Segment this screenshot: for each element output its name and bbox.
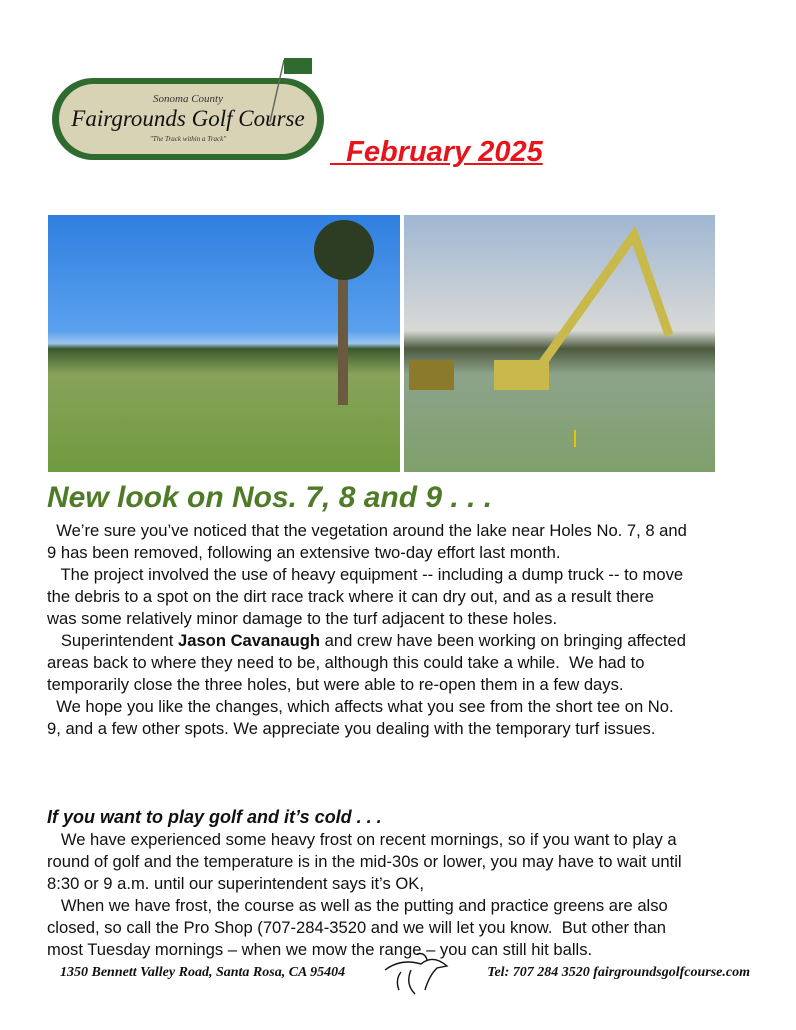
text-segment: and crew have been working on bringing affected	[320, 631, 686, 650]
text-line: When we have frost, the course as well as the putting and practice greens are also	[47, 896, 668, 915]
text-line: 9, and a few other spots. We appreciate you dealing with the temporary turf issues.	[47, 719, 656, 738]
fairgrounds-logo	[48, 52, 332, 164]
horse-jockey-icon	[381, 950, 451, 996]
text-line: the debris to a spot on the dirt race track where it can dry out, and as a result there	[47, 587, 654, 606]
footer	[60, 950, 750, 996]
text-line: most Tuesday mornings – when we mow the range – you can still hit balls.	[47, 940, 593, 959]
article-title: If you want to play golf and it’s cold . . .	[47, 807, 382, 827]
text-line: We’re sure you’ve noticed that the vegetation around the lake near Holes No. 7, 8 and	[47, 521, 687, 540]
text-line: The project involved the use of heavy equipment -- including a dump truck -- to move	[47, 565, 684, 584]
text-line: closed, so call the Pro Shop (707-284-3520 and we will let you know. But other than	[47, 918, 666, 937]
text-line: round of golf and the temperature is in the mid-30s or lower, you may have to wait until	[47, 852, 682, 871]
svg-text:Fairgrounds Golf Course: Fairgrounds Golf Course	[71, 106, 305, 131]
excavator-photo	[404, 215, 715, 472]
svg-text:Sonoma County: Sonoma County	[153, 93, 223, 105]
text-line: was some relatively minor damage to the turf adjacent to these holes.	[47, 609, 558, 628]
text-line: We have experienced some heavy frost on recent mornings, so if you want to play a	[47, 830, 677, 849]
text-line: We hope you like the changes, which affects what you see from the short tee on No.	[47, 697, 674, 716]
text-line: temporarily close the three holes, but were able to re-open them in a few days.	[47, 675, 624, 694]
article-title: New look on Nos. 7, 8 and 9 . . .	[47, 481, 493, 514]
text-line: 9 has been removed, following an extensive two-day effort last month.	[47, 543, 561, 562]
text-segment: Superintendent	[47, 631, 178, 650]
footer-contact: Tel: 707 284 3520 fairgroundsgolfcourse.com	[487, 965, 750, 980]
text-line	[47, 630, 687, 652]
article-body	[47, 520, 687, 740]
text-line: areas back to where they need to be, although this could take a while. We had to	[47, 653, 645, 672]
superintendent-name: Jason Cavanaugh	[178, 631, 321, 650]
svg-text:"The Track within a Track": "The Track within a Track"	[149, 135, 227, 143]
article-body	[47, 829, 682, 961]
footer-address: 1350 Bennett Valley Road, Santa Rosa, CA 95404	[60, 965, 346, 980]
text-line: 8:30 or 9 a.m. until our superintendent says it’s OK,	[47, 874, 424, 893]
lake-photo	[48, 215, 400, 472]
issue-date: February 2025	[330, 136, 543, 168]
